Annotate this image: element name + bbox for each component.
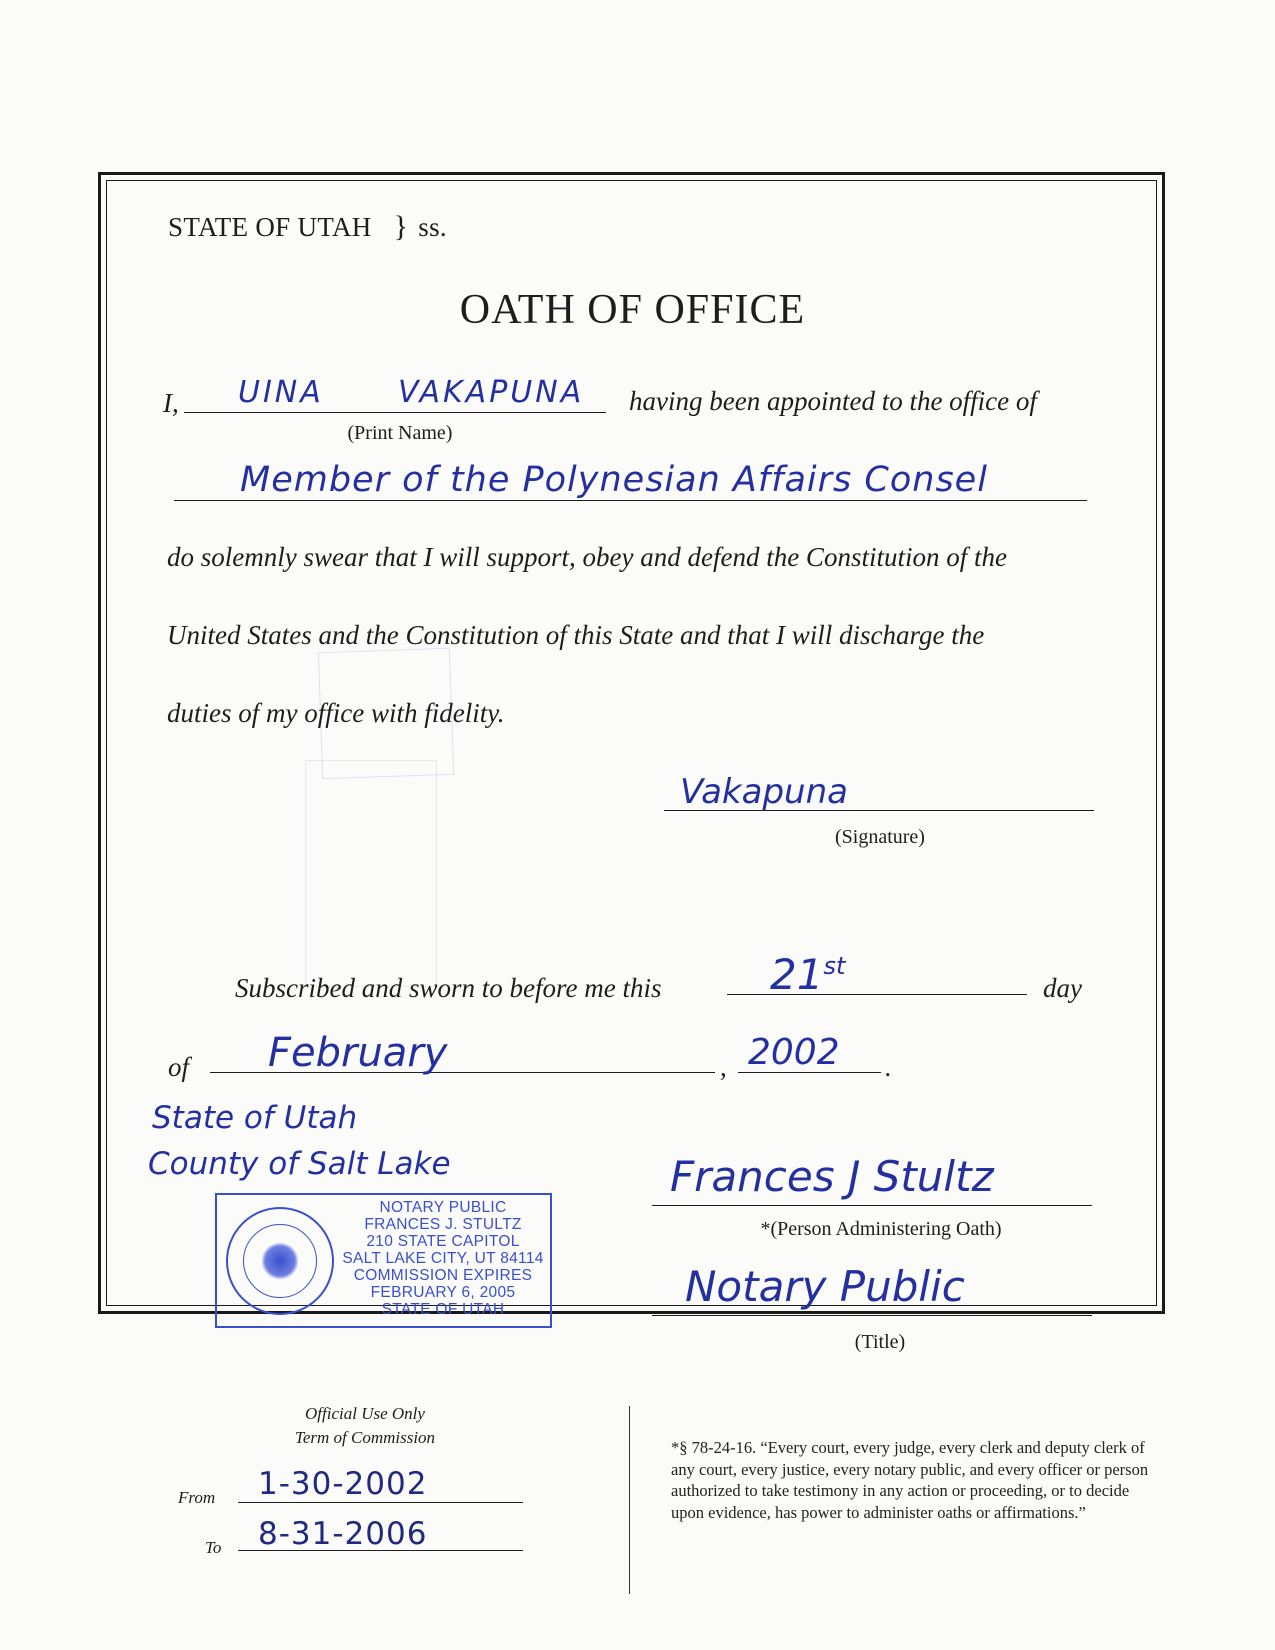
term-from-line [238,1502,523,1503]
title-label: (Title) [854,1331,906,1353]
handwritten-year: 2002 [748,1032,840,1073]
stamp-line: SALT LAKE CITY, UT 84114 [342,1250,544,1267]
oath-body-line-2: United States and the Constitution of this State and that I will discharge the [167,620,985,650]
handwritten-day-number: 21 [770,950,824,999]
stamp-line: 210 STATE CAPITOL [366,1233,520,1250]
term-of-commission-label: Term of Commission [294,1428,436,1447]
ss-abbrev: ss. [418,212,447,242]
handwritten-first-name: UINA [238,375,324,410]
notary-stamp [215,1193,552,1328]
stamp-line: COMMISSION EXPIRES [353,1267,533,1284]
handwritten-last-name: VAKAPUNA [398,375,585,410]
official-use-label: Official Use Only [305,1404,425,1423]
handwritten-term-to: 8-31-2006 [258,1516,428,1552]
appointed-text: having been appointed to the office of [629,386,1037,416]
print-name-line [184,412,606,413]
venue-header [168,210,447,244]
handwritten-month: February [268,1030,448,1076]
handwritten-day [770,950,845,999]
administrator-label: *(Person Administering Oath) [760,1218,1002,1240]
to-label: To [205,1538,222,1557]
handwritten-term-from: 1-30-2002 [258,1466,428,1502]
state-name: STATE OF UTAH [168,212,372,242]
stamp-line: FEBRUARY 6, 2005 [370,1284,516,1301]
handwritten-administrator-signature: Frances J Stultz [670,1152,994,1201]
stamp-line: STATE OF UTAH [381,1301,505,1318]
oath-body-line-3: duties of my office with fidelity. [167,698,505,728]
comma: , [720,1052,727,1082]
handwritten-venue-state: State of Utah [152,1100,358,1136]
office-line [174,500,1087,501]
title-line [652,1315,1092,1316]
print-name-label: (Print Name) [347,422,453,444]
statute-note: *§ 78-24-16. “Every court, every judge, every clerk and deputy clerk of any court, every justice, every notary public, and every officer or person authorized to take testimony in any action or proceeding, or to decide upon evidence, has power to administer oaths or affirmations.” [671,1438,1149,1522]
administrator-line [652,1205,1092,1206]
stamp-line: NOTARY PUBLIC [379,1199,507,1216]
handwritten-office: Member of the Polynesian Affairs Consel [240,460,988,500]
oath-body-line-1: do solemnly swear that I will support, obey and defend the Constitution of the [167,542,1007,572]
i-prefix: I, [163,388,179,418]
faint-stamp-impression [305,760,437,987]
from-label: From [178,1488,216,1507]
stamp-line: FRANCES J. STULTZ [364,1216,522,1233]
document-border-inner [106,180,1157,1306]
notary-stamp-text [337,1199,549,1318]
venue-brace: } [393,210,409,243]
handwritten-signature: Vakapuna [680,772,848,812]
signature-label: (Signature) [835,826,925,848]
handwritten-title: Notary Public [685,1262,965,1311]
of-word: of [168,1052,190,1082]
period: . [885,1052,892,1082]
day-word: day [1043,973,1082,1003]
subscribed-text: Subscribed and sworn to before me this [235,973,662,1003]
handwritten-venue-county: County of Salt Lake [148,1146,451,1182]
handwritten-day-suffix: st [823,952,846,980]
page-title: OATH OF OFFICE [459,287,806,333]
great-seal-of-utah-icon [226,1207,334,1315]
footer-divider [629,1406,630,1594]
